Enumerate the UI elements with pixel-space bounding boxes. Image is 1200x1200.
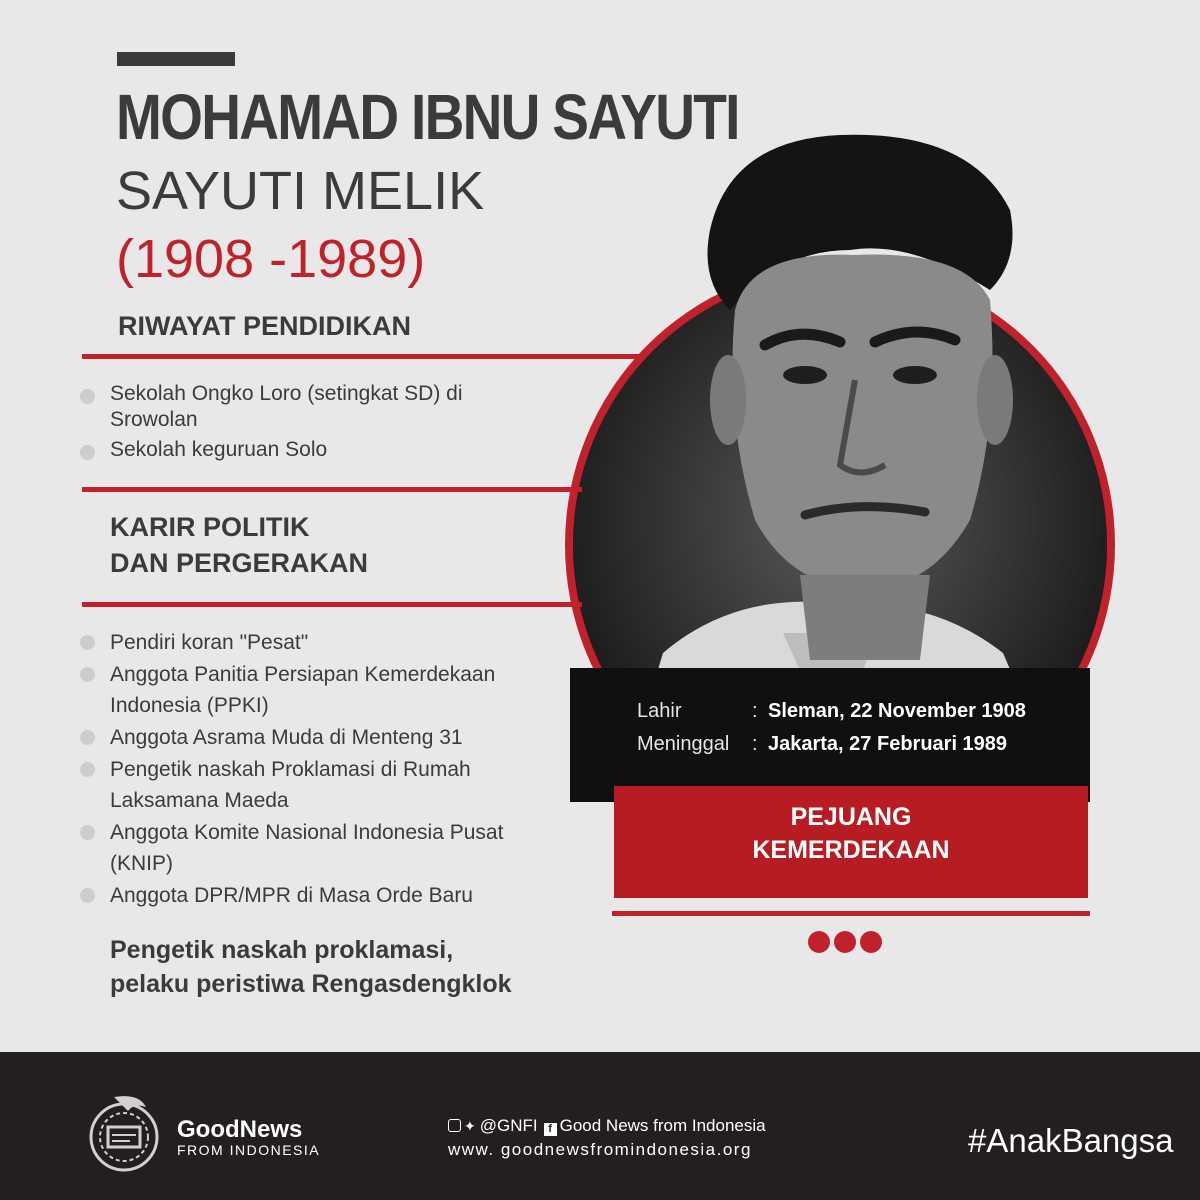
career-item: Pendiri koran "Pesat": [110, 631, 309, 654]
separator: :: [752, 700, 758, 722]
person-name: MOHAMAD IBNU SAYUTI: [116, 81, 739, 153]
summary-text: [110, 933, 512, 1001]
dot-icon: [808, 931, 830, 953]
bullet-icon: [80, 762, 95, 777]
career-item: Anggota Komite Nasional Indonesia Pusat (KNIP): [110, 821, 504, 875]
bullet-icon: [80, 730, 95, 745]
list-item: [80, 381, 540, 433]
career-item: Anggota Asrama Muda di Menteng 31: [110, 726, 463, 749]
died-row: [637, 733, 1007, 756]
title-accent-bar: [117, 52, 235, 66]
dot-icon: [860, 931, 882, 953]
career-list: [80, 627, 550, 912]
bullet-icon: [80, 445, 95, 460]
education-item: Sekolah Ongko Loro (setingkat SD) di Srowolan: [110, 382, 463, 431]
bullet-icon: [80, 635, 95, 650]
died-label: Meninggal: [637, 733, 730, 755]
divider: [82, 487, 582, 492]
divider: [82, 354, 642, 359]
born-label: Lahir: [637, 700, 682, 722]
badge-line: KEMERDEKAAN: [752, 836, 950, 864]
separator: :: [752, 733, 758, 755]
list-item: [80, 437, 540, 463]
career-item: Anggota Panitia Persiapan Kemerdekaan Indonesia (PPKI): [110, 663, 496, 717]
career-item: Anggota DPR/MPR di Masa Orde Baru: [110, 884, 473, 907]
died-value: Jakarta, 27 Februari 1989: [768, 733, 1008, 755]
brand-subtitle: FROM INDONESIA: [177, 1142, 321, 1158]
education-item: Sekolah keguruan Solo: [110, 438, 328, 461]
born-row: [637, 700, 1026, 723]
divider: [612, 911, 1090, 916]
divider: [82, 602, 582, 607]
hashtag: #AnakBangsa: [968, 1122, 1174, 1159]
summary-line: Pengetik naskah proklamasi,: [110, 936, 454, 964]
list-item: [80, 817, 550, 879]
list-item: [80, 659, 550, 721]
bullet-icon: [80, 389, 95, 404]
facebook-name[interactable]: Good News from Indonesia: [559, 1116, 766, 1135]
facebook-icon: f: [544, 1123, 557, 1136]
career-title-line: KARIR POLITIK: [110, 512, 310, 542]
list-item: [80, 627, 550, 658]
career-title: [110, 509, 368, 581]
education-list: [80, 381, 540, 467]
hero-badge: [614, 786, 1088, 898]
summary-line: pelaku peristiwa Rengasdengklok: [110, 970, 512, 998]
brand-name: GoodNews: [177, 1116, 303, 1143]
career-item: Pengetik naskah Proklamasi di Rumah Laksamana Maeda: [110, 758, 471, 812]
bullet-icon: [80, 667, 95, 682]
person-alias: SAYUTI MELIK: [116, 161, 485, 221]
list-item: [80, 880, 550, 911]
social-links: [448, 1116, 766, 1136]
pagination-dots: [808, 931, 882, 953]
social-handle[interactable]: @GNFI: [479, 1116, 538, 1135]
instagram-icon: [448, 1119, 461, 1132]
list-item: [80, 754, 550, 816]
bullet-icon: [80, 825, 95, 840]
twitter-icon: ✦: [464, 1118, 476, 1134]
portrait-face: [690, 120, 1020, 680]
life-years: (1908 -1989): [116, 229, 426, 289]
garuda-logo-icon: [84, 1093, 164, 1173]
list-item: [80, 722, 550, 753]
dot-icon: [834, 931, 856, 953]
birth-death-info: [570, 668, 1090, 802]
career-title-line: DAN PERGERAKAN: [110, 548, 369, 578]
badge-line: PEJUANG: [790, 803, 912, 831]
education-title: RIWAYAT PENDIDIKAN: [118, 311, 412, 341]
born-value: Sleman, 22 November 1908: [768, 700, 1026, 722]
website-link[interactable]: www. goodnewsfromindonesia.org: [448, 1140, 752, 1159]
bullet-icon: [80, 888, 95, 903]
